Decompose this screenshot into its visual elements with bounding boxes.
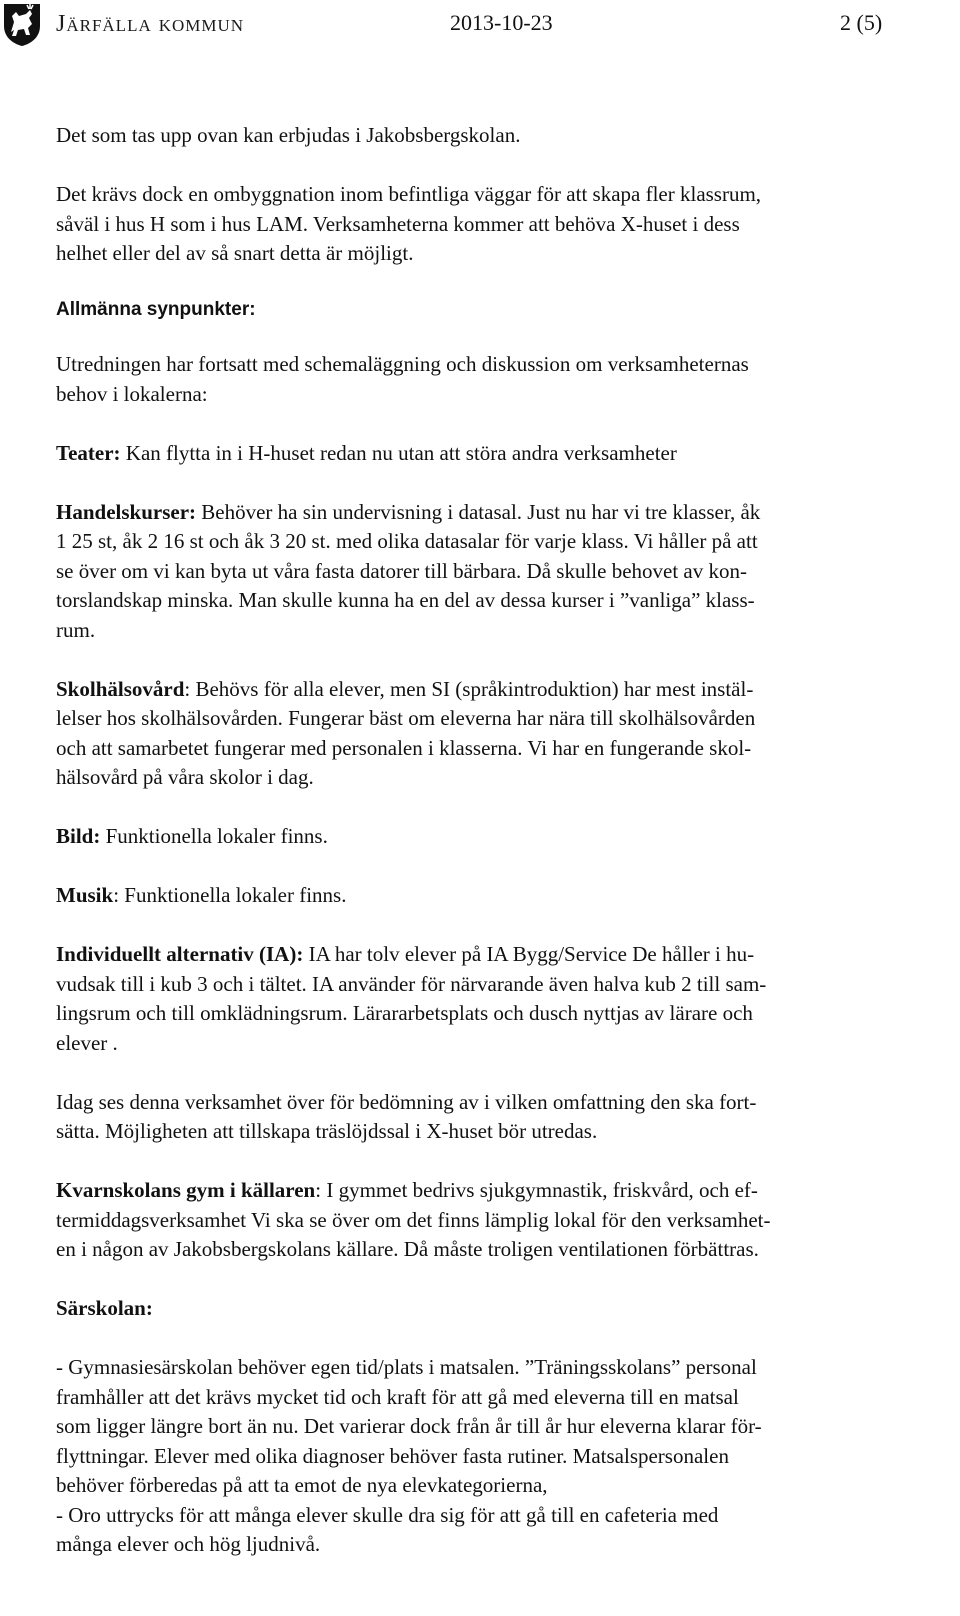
jarfalla-crest-icon	[2, 2, 42, 46]
text-line: sätta. Möjligheten att tillskapa träslöjdssal i X-huset bör utredas.	[56, 1119, 598, 1143]
label-teater: Teater:	[56, 440, 121, 465]
text-line	[56, 675, 926, 705]
text-line: rum.	[56, 617, 96, 642]
paragraph-rebuild	[56, 180, 926, 269]
text-line: Det krävs dock en ombyggnation inom befintliga väggar för att skapa fler klassrum,	[56, 182, 762, 206]
paragraph-sarskolan	[56, 1353, 926, 1560]
text-line: Utredningen har fortsatt med schemaläggning och diskussion om verksamheternas	[56, 352, 749, 376]
paragraph-bild	[56, 822, 926, 852]
label-bild: Bild:	[56, 824, 101, 848]
text-line: elever .	[56, 1030, 118, 1055]
paragraph-ia	[56, 940, 926, 1058]
paragraph-skolhalsovard	[56, 675, 926, 793]
text-line: se över om vi kan byta ut våra fasta datorer till bärbara. Då skulle behovet av kon-	[56, 558, 748, 583]
text-line: - Gymnasiesärskolan behöver egen tid/plats i matsalen. ”Träningsskolans” personal	[56, 1355, 757, 1379]
text-bild: Funktionella lokaler finns.	[100, 824, 328, 848]
text-line: vudsak till i kub 3 och i tältet. IA använder för närvarande även halva kub 2 till sam-	[56, 971, 767, 996]
label-skolhalsovard: Skolhälsovård	[56, 676, 185, 701]
text-line: 1 25 st, åk 2 16 st och åk 3 20 st. med olika datasalar för varje klass. Vi håller på att	[56, 529, 758, 553]
text-line	[56, 498, 926, 528]
text-line: som ligger längre bort än nu. Det varierar dock från år till år hur eleverna klarar för-	[56, 1414, 762, 1438]
paragraph-handelskurser	[56, 498, 926, 646]
text-kvarnskolan: : I gymmet bedrivs sjukgymnastik, friskvård, och ef-	[315, 1178, 758, 1202]
text-teater: Kan flytta in i H-huset redan nu utan att störa andra verksamheter	[120, 440, 677, 465]
page-header	[0, 0, 960, 50]
text-line: - Oro uttrycks för att många elever skulle dra sig för att gå till en cafeteria med	[56, 1502, 719, 1527]
text-line: helhet eller del av så snart detta är möjligt.	[56, 241, 414, 265]
text-line: lelser hos skolhälsovården. Fungerar bäst om eleverna har nära till skolhälsovården	[56, 706, 756, 730]
paragraph-idag	[56, 1088, 926, 1147]
text-line: behöver förberedas på att ta emot de nya elevkategorierna,	[56, 1473, 548, 1497]
text-ia: IA har tolv elever på IA Bygg/Service De håller i hu-	[303, 942, 755, 966]
text-line: en i någon av Jakobsbergskolans källare. Då måste troligen ventilationen förbättras.	[56, 1237, 759, 1261]
label-kvarnskolan: Kvarnskolans gym i källaren	[56, 1178, 316, 1202]
page-number: 2 (5)	[840, 10, 883, 35]
text-line: flyttningar. Elever med olika diagnoser behöver fasta rutiner. Matsalspersonalen	[56, 1443, 729, 1468]
paragraph-teater	[56, 439, 926, 469]
label-ia: Individuellt alternativ (IA):	[56, 942, 304, 966]
text-line: såväl i hus H som i hus LAM. Verksamheterna kommer att behöva X-huset i dess	[56, 211, 740, 236]
organization-name: Järfälla kommun	[56, 11, 245, 37]
text-line: och att samarbetet fungerar med personalen i klasserna. Vi har en fungerande skol-	[56, 735, 752, 760]
text-line: många elever och hög ljudnivå.	[56, 1532, 321, 1556]
text-line	[56, 1176, 926, 1206]
label-musik: Musik	[56, 883, 114, 907]
document-body	[56, 121, 926, 1560]
text-skolhalsovard: : Behövs för alla elever, men SI (språkintroduktion) har mest instäl-	[184, 676, 754, 701]
paragraph-kvarnskolan	[56, 1176, 926, 1265]
text-line	[56, 940, 926, 970]
text-line: lingsrum och till omklädningsrum. Lärararbetsplats och dusch nyttjas av lärare och	[56, 1001, 753, 1025]
text-line: torslandskap minska. Man skulle kunna ha en del av dessa kurser i ”vanliga” klass-	[56, 588, 755, 612]
heading-general-views: Allmänna synpunkter:	[56, 298, 256, 320]
heading-sarskolan: Särskolan:	[56, 1296, 153, 1320]
label-handelskurser: Handelskurser:	[56, 499, 197, 524]
text-line: Idag ses denna verksamhet över för bedömning av i vilken omfattning den ska fort-	[56, 1089, 757, 1114]
text-line: behov i lokalerna:	[56, 381, 208, 406]
text-handelskurser: Behöver ha sin undervisning i datasal. Just nu har vi tre klasser, åk	[196, 499, 761, 524]
text-line: framhåller att det krävs mycket tid och kraft för att gå med eleverna till en matsal	[56, 1384, 739, 1409]
paragraph-musik	[56, 881, 926, 911]
text-musik: : Funktionella lokaler finns.	[113, 883, 347, 907]
text-line: termiddagsverksamhet Vi ska se över om det finns lämplig lokal för den verksamhet-	[56, 1207, 771, 1232]
paragraph-intro: Det som tas upp ovan kan erbjudas i Jakobsbergskolan.	[56, 123, 521, 147]
paragraph-investigation	[56, 350, 926, 409]
text-line: hälsovård på våra skolor i dag.	[56, 765, 314, 789]
document-date: 2013-10-23	[450, 10, 553, 35]
